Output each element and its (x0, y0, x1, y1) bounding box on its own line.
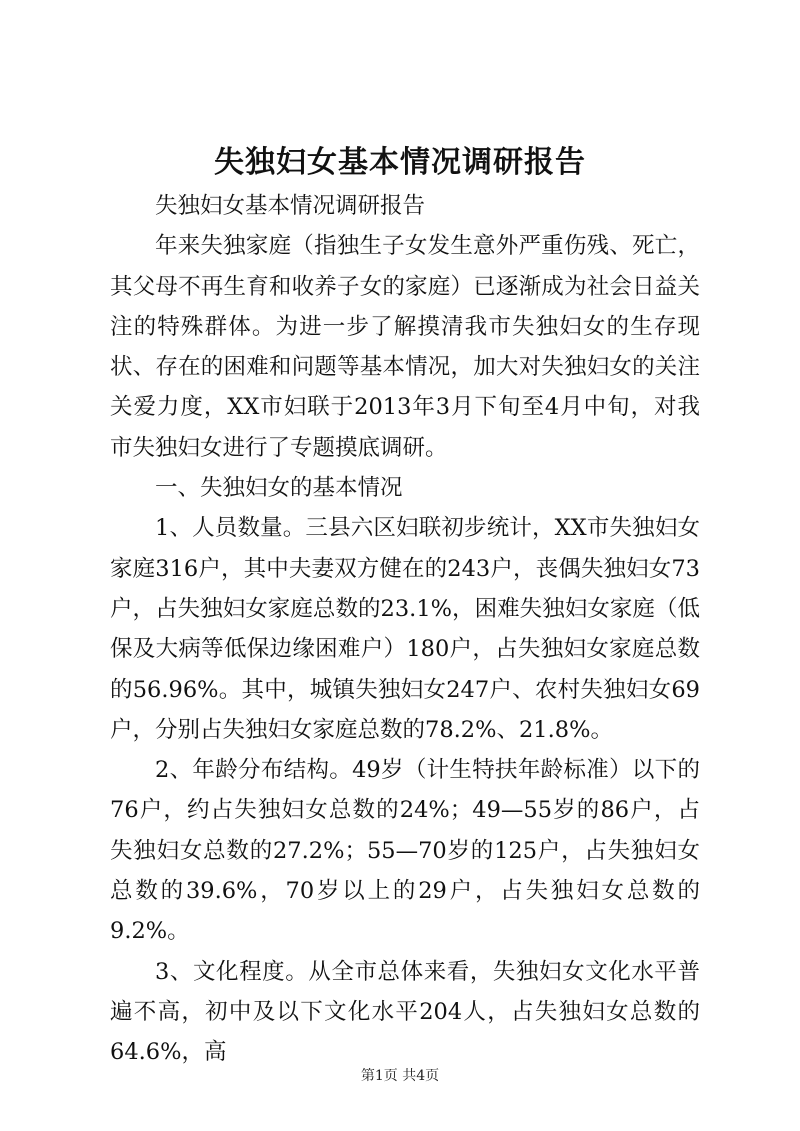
education-paragraph: 3、文化程度。从全市总体来看，失独妇女文化水平普遍不高，初中及以下文化水平204人，占失独妇女总数的64.6%，高 (110, 958, 700, 1066)
page-footer: 第1页 共4页 (360, 1068, 440, 1084)
age-distribution-paragraph: 2、年龄分布结构。49岁（计生特扶年龄标准）以下的76户，约占失独妇女总数的24%；49—55岁的86户，占失独妇女总数的27.2%；55—70岁的125户，占失独妇女总数的39.6%，70岁以上的29户，占失独妇女总数的9.2%。 (110, 757, 700, 945)
subtitle-paragraph: 失独妇女基本情况调研报告 (155, 193, 426, 219)
population-paragraph: 1、人员数量。三县六区妇联初步统计，XX市失独妇女家庭316户，其中夫妻双方健在的243户，丧偶失独妇女73户，占失独妇女家庭总数的23.1%，困难失独妇女家庭（低保及大病等低保边缘困难户）180户，占失独妇女家庭总数的56.96%。其中，城镇失独妇女247户、农村失独妇女69户，分别占失独妇女家庭总数的78.2%、21.8%。 (110, 515, 700, 743)
document-body (110, 186, 700, 1073)
section-heading: 一、失独妇女的基本情况 (155, 475, 403, 502)
document-title: 失独妇女基本情况调研报告 (214, 145, 586, 180)
intro-paragraph: 年来失独家庭（指独生子女发生意外严重伤残、死亡，其父母不再生育和收养子女的家庭）已逐渐成为社会日益关注的特殊群体。为进一步了解摸清我市失独妇女的生存现状、存在的困难和问题等基本情况，加大对失独妇女的关注关爱力度，XX市妇联于2013年3月下旬至4月中旬，对我市失独妇女进行了专题摸底调研。 (110, 233, 700, 461)
